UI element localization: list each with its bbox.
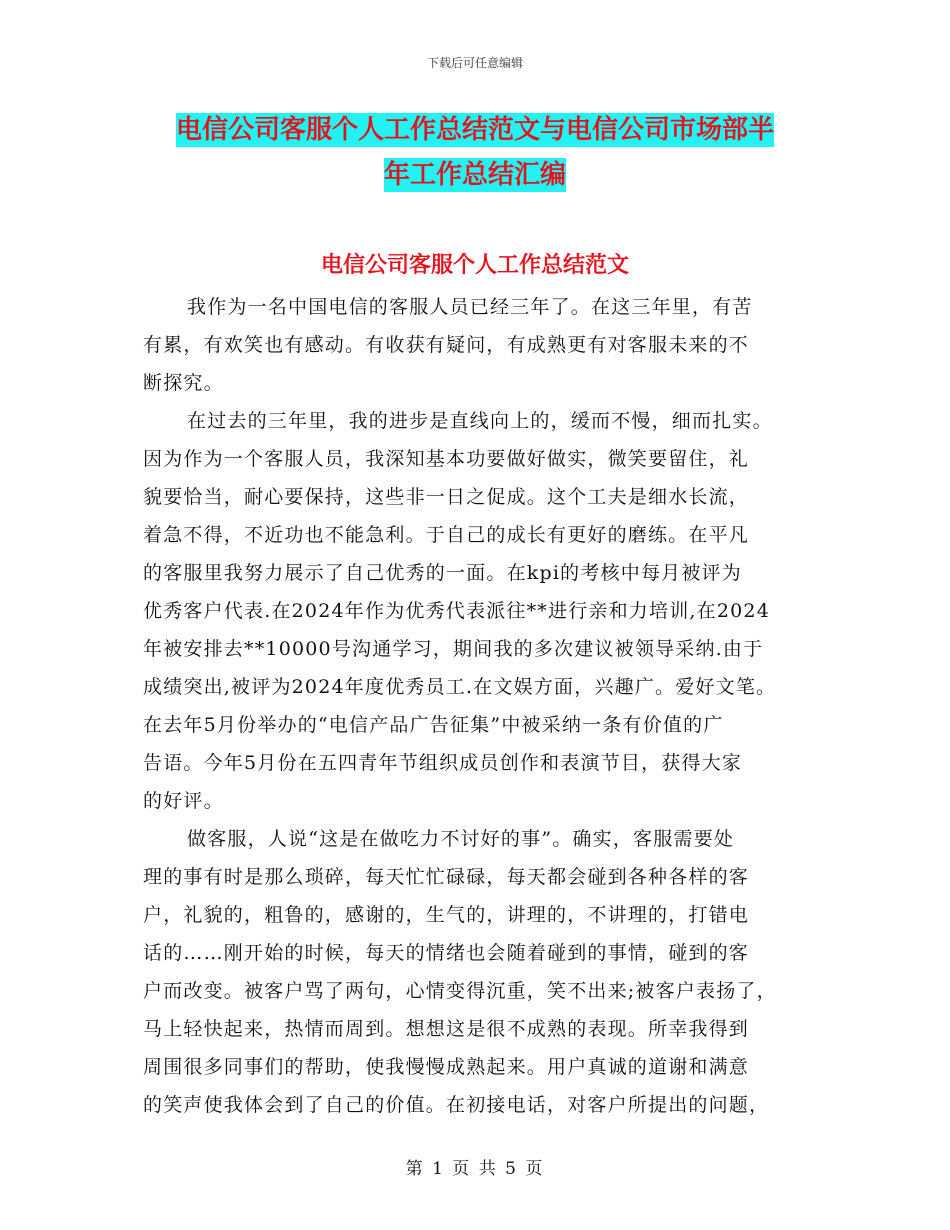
- document-title-line-1: [0, 108, 950, 153]
- document-title: [0, 108, 950, 198]
- paragraph-1: [143, 288, 815, 402]
- paragraph-line: 话的……刚开始的时候，每天的情绪也会随着碰到的事情，碰到的客: [143, 942, 750, 964]
- section-title: 电信公司客服个人工作总结范文: [320, 253, 629, 278]
- document-title-line-2-text: 年工作总结汇编: [383, 160, 566, 190]
- paragraph-line: 的笑声使我体会到了自己的价值。在初接电话，对客户所提出的问题，: [143, 1094, 770, 1116]
- document-title-line-1-text: 电信公司客服个人工作总结范文与电信公司市场部半: [175, 115, 774, 145]
- paragraph-line: 因为作为一个客服人员，我深知基本功要做好做实，微笑要留住，礼: [143, 448, 750, 470]
- paragraph-line: 貌要恰当，耐心要保持，这些非一日之促成。这个工夫是细水长流，: [143, 486, 750, 508]
- paragraph-line: 优秀客户代表.在2024年作为优秀代表派往**进行亲和力培训,在2024: [143, 600, 770, 622]
- paragraph-line: 我作为一名中国电信的客服人员已经三年了。在这三年里，有苦: [187, 296, 753, 318]
- paragraph-line: 马上轻快起来，热情而周到。想想这是很不成熟的表现。所幸我得到: [143, 1018, 750, 1040]
- paragraph-line: 的客服里我努力展示了自己优秀的一面。在kpi的考核中每月被评为: [143, 562, 742, 584]
- paragraph-line: 做客服，人说“这是在做吃力不讨好的事”。确实，客服需要处: [187, 828, 735, 850]
- paragraph-2: [143, 402, 815, 820]
- document-body: [143, 288, 815, 1124]
- page-number: 第 1 页 共 5 页: [405, 1159, 545, 1179]
- paragraph-line: 的好评。: [143, 790, 224, 812]
- paragraph-line: 理的事有时是那么琐碎，每天忙忙碌碌，每天都会碰到各种各样的客: [143, 866, 750, 888]
- paragraph-line: 告语。今年5月份在五四青年节组织成员创作和表演节目，获得大家: [143, 752, 743, 774]
- paragraph-line: 成绩突出,被评为2024年度优秀员工.在文娱方面，兴趣广。爱好文笔。: [143, 676, 777, 698]
- paragraph-line: 有累，有欢笑也有感动。有收获有疑问，有成熟更有对客服未来的不: [143, 334, 750, 356]
- paragraph-line: 着急不得，不近功也不能急利。于自己的成长有更好的磨练。在平凡: [143, 524, 750, 546]
- paragraph-line: 户而改变。被客户骂了两句，心情变得沉重，笑不出来;被客户表扬了，: [143, 980, 777, 1002]
- paragraph-line: 周围很多同事们的帮助，使我慢慢成熟起来。用户真诚的道谢和满意: [143, 1056, 750, 1078]
- paragraph-3: [143, 820, 815, 1124]
- paragraph-line: 年被安排去**10000号沟通学习，期间我的多次建议被领导采纳.由于: [143, 638, 764, 660]
- paragraph-line: 断探究。: [143, 372, 224, 394]
- page-header-note: 下载后可任意编辑: [426, 56, 523, 70]
- paragraph-line: 户，礼貌的，粗鲁的，感谢的，生气的，讲理的，不讲理的，打错电: [143, 904, 750, 926]
- document-title-line-2: [0, 153, 950, 198]
- paragraph-line: 在去年5月份举办的“电信产品广告征集”中被采纳一条有价值的广: [143, 714, 724, 736]
- paragraph-line: 在过去的三年里，我的进步是直线向上的，缓而不慢，细而扎实。: [187, 410, 773, 432]
